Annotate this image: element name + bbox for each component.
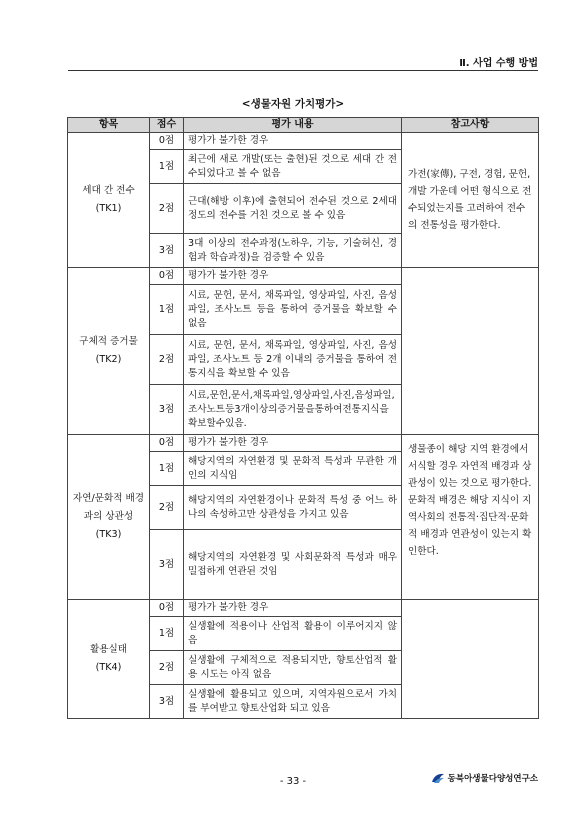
score-cell: 3점: [150, 385, 184, 435]
desc-cell: 해당지역의 자연환경이나 문화적 특성 중 어느 하나의 속성하고만 상관성을 가지고 있음: [184, 486, 402, 530]
item-code: (TK3): [95, 529, 122, 540]
item-name: 활용실태: [89, 644, 128, 655]
desc-cell: 해당지역의 자연환경 및 사회문화적 특성과 매우 밀접하게 연관된 것임: [184, 530, 402, 600]
table-row: [68, 600, 539, 617]
desc-cell: 실생활에 활용되고 있으며, 지역자원으로서 가치를 부여받고 향토산업화 되고 있음: [184, 685, 402, 719]
desc-cell: 평가가 불가한 경우: [184, 133, 402, 150]
table-row: [68, 435, 539, 452]
score-cell: 0점: [150, 268, 184, 285]
desc-cell: 3대 이상의 전수과정(노하우, 기능, 기술허신, 경험과 학습과정)을 검증할 수 있음: [184, 234, 402, 268]
item-code: (TK4): [95, 662, 122, 673]
item-name: 세대 간 전수: [82, 185, 135, 196]
desc-cell: 시료,문헌,문서,채록파일,영상파일,사진,음성파일,조사노트등3개이상의증거물을통하여전통지식을확보할수있음.: [184, 385, 402, 435]
item-cell-tk2: [68, 268, 150, 435]
score-cell: 2점: [150, 651, 184, 685]
item-cell-tk1: [68, 133, 150, 268]
item-code: (TK1): [95, 203, 122, 214]
evaluation-table: [67, 117, 539, 719]
score-cell: 0점: [150, 600, 184, 617]
desc-cell: 실생활에 구체적으로 적용되지만, 향토산업적 활용 시도는 아직 없음: [184, 651, 402, 685]
desc-cell: 평가가 불가한 경우: [184, 435, 402, 452]
score-cell: 1점: [150, 150, 184, 184]
score-cell: 2점: [150, 335, 184, 385]
table-row: [68, 133, 539, 150]
header-item: 항목: [68, 118, 150, 133]
reference-cell-tk1: 가전(家傳), 구전, 경험, 문헌, 개발 가운데 어떤 형식으로 전수되었는지를 고려하여 전수의 전통성을 평가한다.: [402, 133, 539, 268]
score-cell: 0점: [150, 435, 184, 452]
section-header: Ⅱ. 사업 수행 방법: [459, 58, 538, 69]
desc-cell: 평가가 불가한 경우: [184, 600, 402, 617]
desc-cell: 시료, 문헌, 문서, 채록파일, 영상파일, 사진, 음성파일, 조사노트 등 2개 이내의 증거물을 통하여 전통지식을 확보할 수 있음: [184, 335, 402, 385]
desc-cell: 실생활에 적용이나 산업적 활용이 이루어지지 않음: [184, 617, 402, 651]
table-row: [68, 268, 539, 285]
header-rule: [68, 70, 538, 71]
org-name: 동북아생물다양성연구소: [447, 774, 538, 784]
score-cell: 0점: [150, 133, 184, 150]
desc-cell: 최근에 새로 개발(또는 출현)된 것으로 세대 간 전수되었다고 볼 수 없음: [184, 150, 402, 184]
score-cell: 1점: [150, 285, 184, 335]
desc-cell: 시료, 문헌, 문서, 채록파일, 영상파일, 사진, 음성파일, 조사노트 등을 통하여 증거물을 확보할 수 없음: [184, 285, 402, 335]
header-content: 평가 내용: [184, 118, 402, 133]
item-cell-tk4: [68, 600, 150, 719]
score-cell: 3점: [150, 685, 184, 719]
score-cell: 3점: [150, 530, 184, 600]
reference-cell-tk3: 생물종이 해당 지역 환경에서 서식할 경우 자연적 배경과 상관성이 있는 것으로 평가한다. 문화적 배경은 해당 지식이 지역사회의 전통적·집단적·문화적 배경과 연관성이 있는지 확인한다.: [402, 435, 539, 600]
desc-cell: 평가가 불가한 경우: [184, 268, 402, 285]
page-number: - 33 -: [279, 776, 307, 787]
item-cell-tk3: [68, 435, 150, 600]
score-cell: 3점: [150, 234, 184, 268]
desc-cell: 근대(해방 이후)에 출현되어 전수된 것으로 2세대 정도의 전수를 거친 것으로 볼 수 있음: [184, 184, 402, 234]
item-name: 자연/문화적 배경과의 상관성: [72, 493, 145, 522]
score-cell: 2점: [150, 184, 184, 234]
header-reference: 참고사항: [402, 118, 539, 133]
header-score: 점수: [150, 118, 184, 133]
table-header-row: [68, 118, 539, 133]
desc-cell: 해당지역의 자연환경 및 문화적 특성과 무관한 개인의 지식임: [184, 452, 402, 486]
footer-org: [431, 772, 538, 784]
item-code: (TK2): [95, 354, 122, 365]
score-cell: 1점: [150, 452, 184, 486]
institute-logo-icon: [431, 772, 445, 784]
score-cell: 1점: [150, 617, 184, 651]
table-title: <생물자원 가치평가>: [241, 98, 345, 110]
score-cell: 2점: [150, 486, 184, 530]
reference-cell-tk4: [402, 600, 539, 719]
item-name: 구체적 증거물: [79, 336, 138, 347]
reference-cell-tk2: [402, 268, 539, 435]
